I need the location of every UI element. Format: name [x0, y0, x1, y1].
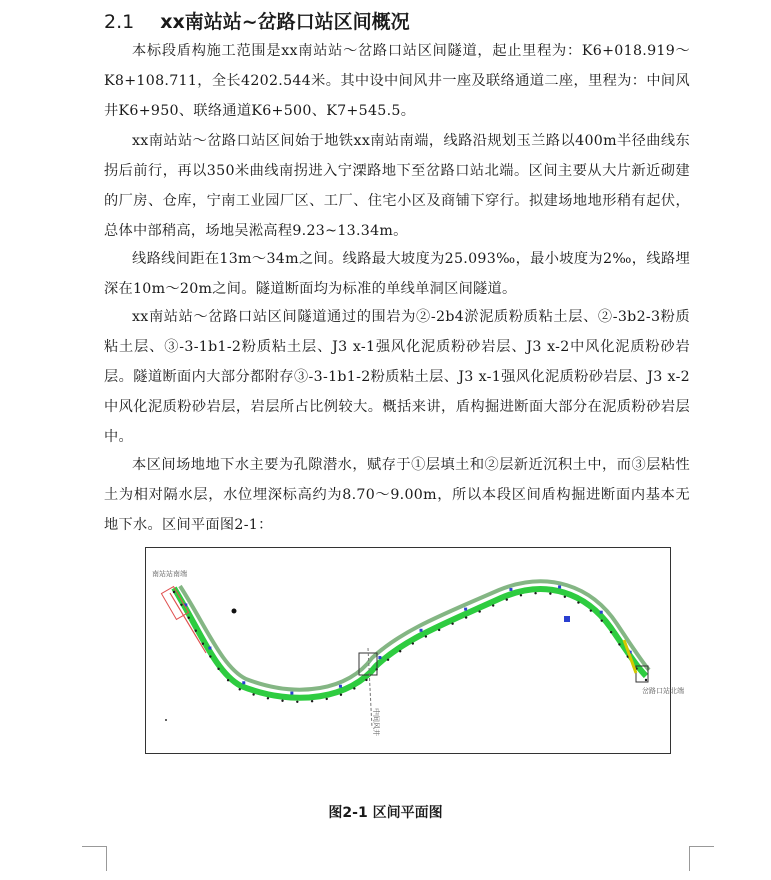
- chainage-dot: [399, 650, 401, 652]
- paragraph-scope: 本标段盾构施工范围是xx南站站～岔路口站区间隧道，起止里程为：K6+018.919～K8+108.711，全长4202.544米。其中设中间风井一座及联络通道二座，里程为：中间风井K6+950、联络通道K6+500、K7+545.5。: [104, 43, 690, 119]
- chainage-dot: [610, 631, 612, 633]
- chainage-dot: [564, 596, 566, 598]
- start-station-label: 南站站南端: [152, 570, 187, 578]
- small-dot-marker: [165, 719, 167, 721]
- blue-tick-marker: [339, 685, 342, 688]
- chainage-dot: [492, 604, 494, 606]
- plan-drawing: [146, 548, 684, 753]
- chainage-dot: [365, 679, 367, 681]
- chainage-dot: [412, 642, 414, 644]
- blue-tick-marker: [420, 629, 423, 632]
- chainage-dot: [209, 655, 211, 657]
- chainage-dot: [451, 623, 453, 625]
- chainage-dot: [387, 659, 389, 661]
- chainage-dot: [438, 629, 440, 631]
- page-corner-mark-left: [82, 846, 107, 871]
- chainage-dot: [217, 668, 219, 670]
- chainage-dot: [252, 693, 254, 695]
- end-station-label: 岔路口站北端: [642, 687, 684, 695]
- blue-tick-marker: [290, 692, 293, 695]
- chainage-dot: [645, 679, 647, 681]
- section-title: xx南站站~岔路口站区间概况: [160, 11, 410, 33]
- paragraph-groundwater: 本区间场地地下水主要为孔隙潜水，赋存于①层填土和②层新近沉积土中，而③层粘性土为相对隔水层，水位埋深标高约为8.70～9.00m，所以本段区间盾构掘进断面内基本无地下水。区间平面图2-1：: [104, 457, 690, 533]
- chainage-dot: [590, 609, 592, 611]
- blue-tick-marker: [378, 656, 381, 659]
- chainage-dot: [227, 679, 229, 681]
- chainage-dot: [618, 643, 620, 645]
- section-number: 2.1: [104, 11, 135, 33]
- chainage-dot: [549, 592, 551, 594]
- chainage-dot: [239, 688, 241, 690]
- blue-marker: [564, 616, 570, 622]
- chainage-dot: [465, 616, 467, 618]
- section-heading: [104, 8, 410, 36]
- paragraph-geology: xx南站站～岔路口站区间隧道通过的围岩为②-2b4淤泥质粉质粘土层、②-3b2-3粉质粘土层、③-3-1b1-2粉质粘土层、J3 x-1强风化泥质粉砂岩层、J3 x-2中风化泥质粉砂岩层。隧道断面内大部分都附存③-3-1b1-2粉质粘土层、J3 x-1强风化泥质粉砂岩层、J3 x-2中风化泥质粉砂岩层，岩层所占比例较大。概括来讲，盾构掘进断面大部分在泥质粉砂岩层中。: [104, 309, 690, 445]
- chainage-dot: [173, 591, 175, 593]
- blue-tick-marker: [509, 588, 512, 591]
- chainage-dot: [187, 617, 189, 619]
- paragraph-route: xx南站站～岔路口站区间始于地铁xx南站南端，线路沿规划玉兰路以400m半径曲线东拐后前行，再以350米曲线南拐进入宁溧路地下至岔路口站北端。区间主要从大片新近砌建的厂房、仓库，宁南工业园厂区、工厂、住宅小区及商铺下穿行。拟建场地地形稍有起伏，总体中部稍高，场地吴淞高程9.23~13.34m。: [104, 133, 690, 239]
- black-marker: [232, 609, 237, 614]
- chainage-dot: [296, 701, 298, 703]
- paragraph-alignment: 线路线间距在13m～34m之间。线路最大坡度为25.093‰，最小坡度为2‰，线路埋深在10m～20m之间。隧道断面均为标准的单线单洞区间隧道。: [104, 251, 690, 297]
- figure-caption: 图2-1 区间平面图: [328, 805, 443, 821]
- chainage-dot: [267, 697, 269, 699]
- chainage-dot: [520, 594, 522, 596]
- blue-tick-marker: [558, 585, 561, 588]
- blue-tick-marker: [600, 611, 603, 614]
- chainage-dot: [180, 604, 182, 606]
- shaft-label: 中间风井: [372, 708, 380, 736]
- chainage-dot: [340, 694, 342, 696]
- chainage-dot: [281, 700, 283, 702]
- blue-tick-marker: [208, 647, 211, 650]
- chainage-dot: [577, 601, 579, 603]
- chainage-dot: [353, 687, 355, 689]
- chainage-dot: [506, 598, 508, 600]
- chainage-dot: [326, 698, 328, 700]
- section-plan-figure: [145, 547, 684, 754]
- blue-tick-marker: [242, 681, 245, 684]
- chainage-dot: [195, 630, 197, 632]
- chainage-dot: [601, 619, 603, 621]
- chainage-dot: [202, 643, 204, 645]
- chainage-dot: [425, 635, 427, 637]
- chainage-dot: [478, 610, 480, 612]
- page-corner-mark-right: [689, 846, 714, 871]
- chainage-dot: [534, 592, 536, 594]
- blue-tick-marker: [464, 608, 467, 611]
- chainage-dot: [311, 700, 313, 702]
